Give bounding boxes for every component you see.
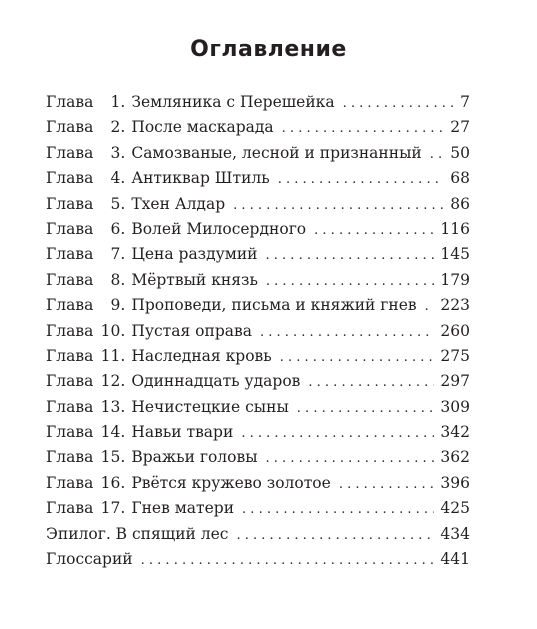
toc-entry-label — [46, 217, 306, 242]
toc-dot-leader — [266, 269, 435, 294]
toc-entry-prefix: Глава — [46, 448, 94, 467]
toc-entry-number: 15. — [100, 448, 126, 467]
toc-entry-number: 5. — [110, 194, 126, 213]
toc-entry-title: Мёртвый князь — [131, 270, 258, 289]
toc-dot-leader — [339, 472, 435, 497]
toc-entry-title: Рвётся кружево золотое — [131, 473, 331, 492]
toc-entry-number: 16. — [100, 473, 126, 492]
toc-entry-page-number: 309 — [440, 397, 470, 416]
toc-entry-label — [46, 547, 133, 572]
toc-entry-title: Антиквар Штиль — [131, 169, 270, 188]
toc-entry-title: Глоссарий — [46, 550, 133, 569]
toc-entry[interactable] — [46, 166, 470, 191]
toc-entry-title: Самозваные, лесной и признанный — [131, 143, 422, 162]
toc-entry-number: 11. — [100, 346, 126, 365]
toc-entry-number: 2. — [110, 118, 126, 137]
toc-entry-number: 4. — [110, 169, 126, 188]
toc-entry-title: Волей Милосердного — [131, 219, 307, 238]
toc-entry-page-number: 297 — [440, 372, 470, 391]
toc-entry-prefix: Глава — [46, 346, 94, 365]
toc-entry[interactable] — [46, 522, 470, 547]
toc-dot-leader — [233, 193, 444, 218]
toc-entry-label — [46, 242, 258, 267]
toc-dot-leader — [314, 218, 434, 243]
toc-dot-leader — [308, 370, 434, 395]
toc-entry-prefix: Глава — [46, 93, 94, 111]
toc-entry-title: Гнев матери — [131, 499, 235, 518]
toc-entry-page-number: 116 — [440, 219, 470, 238]
toc-entry-label — [46, 395, 289, 420]
toc-entry-page-number: 145 — [440, 245, 470, 264]
toc-entry-page-number: 362 — [440, 448, 470, 467]
toc-entry-number: 14. — [100, 423, 126, 442]
toc-entry[interactable] — [46, 420, 470, 445]
toc-entry[interactable] — [46, 319, 470, 344]
toc-entry-label — [46, 268, 258, 293]
toc-entry-page-number: 396 — [440, 473, 470, 492]
toc-entry-title: Наследная кровь — [131, 346, 272, 365]
toc-entry-page-number: 223 — [440, 296, 470, 315]
toc-dot-leader — [343, 91, 455, 116]
toc-entry[interactable] — [46, 395, 470, 420]
toc-entry-page-number: 434 — [440, 524, 470, 543]
toc-dot-leader — [266, 243, 435, 268]
toc-entry-title: Навьи твари — [131, 423, 234, 442]
toc-entry-page-number: 68 — [450, 169, 470, 188]
toc-entry-page-number: 50 — [450, 143, 470, 162]
toc-entry-label — [46, 369, 300, 394]
toc-entry-label — [46, 293, 417, 318]
toc-entry[interactable] — [46, 115, 470, 140]
toc-entry-label — [46, 445, 258, 470]
toc-entry-label — [46, 141, 422, 166]
toc-entry[interactable] — [46, 192, 470, 217]
toc-entry-prefix: Глава — [46, 397, 94, 416]
toc-entry-title: Проповеди, письма и княжий гнев — [131, 296, 417, 315]
toc-entry-prefix: Глава — [46, 118, 94, 137]
toc-entry-page-number: 27 — [450, 118, 470, 137]
toc-entry-prefix: Глава — [46, 270, 94, 289]
toc-entry-prefix: Глава — [46, 372, 94, 391]
toc-entry[interactable] — [46, 344, 470, 369]
toc-entry-page-number: 86 — [450, 194, 470, 213]
toc-entry-number: 7. — [110, 245, 126, 264]
toc-entry-label — [46, 319, 252, 344]
toc-dot-leader — [236, 523, 434, 548]
toc-entry[interactable] — [46, 268, 470, 293]
toc-entry-page-number: 179 — [440, 270, 470, 289]
toc-dot-leader — [430, 142, 445, 167]
toc-entry-page-number: 342 — [440, 423, 470, 442]
toc-dot-leader — [260, 320, 434, 345]
toc-entry-prefix: Глава — [46, 169, 94, 188]
toc-entry-label — [46, 420, 233, 445]
toc-list — [46, 90, 470, 572]
toc-entry[interactable] — [46, 141, 470, 166]
toc-entry-prefix: Глава — [46, 194, 94, 213]
toc-entry-number: 10. — [100, 321, 126, 340]
toc-entry-prefix: Глава — [46, 423, 94, 442]
toc-entry-label — [46, 90, 335, 115]
toc-entry-number: 12. — [100, 372, 126, 391]
toc-entry-title: Тхен Алдар — [131, 194, 226, 213]
toc-dot-leader — [297, 396, 435, 421]
toc-entry-number: 6. — [110, 219, 126, 238]
toc-entry-prefix: Глава — [46, 499, 94, 518]
toc-entry-number: 17. — [100, 499, 126, 518]
toc-entry-page-number: 425 — [440, 499, 470, 518]
toc-entry-label — [46, 344, 272, 369]
toc-dot-leader — [241, 421, 434, 446]
toc-entry-page-number: 260 — [440, 321, 470, 340]
toc-entry-page-number: 7 — [460, 93, 470, 111]
toc-dot-leader — [242, 497, 434, 522]
toc-entry[interactable] — [46, 90, 470, 115]
toc-entry[interactable] — [46, 242, 470, 267]
toc-entry-number: 13. — [100, 397, 126, 416]
toc-entry-number: 8. — [110, 270, 126, 289]
toc-entry-prefix: Глава — [46, 321, 94, 340]
toc-entry[interactable] — [46, 293, 470, 318]
toc-dot-leader — [141, 548, 435, 573]
toc-entry-label — [46, 115, 274, 140]
toc-dot-leader — [266, 446, 435, 471]
toc-entry-prefix: Глава — [46, 296, 94, 315]
toc-entry[interactable] — [46, 369, 470, 394]
toc-dot-leader — [278, 167, 445, 192]
toc-entry[interactable] — [46, 217, 470, 242]
toc-entry-page-number: 275 — [440, 346, 470, 365]
toc-entry-prefix: Глава — [46, 143, 94, 162]
toc-entry-title: Земляника с Перешейка — [131, 93, 335, 111]
toc-dot-leader — [280, 345, 435, 370]
toc-dot-leader — [425, 294, 435, 319]
page-title: Оглавление — [190, 37, 347, 62]
toc-entry-number: 3. — [110, 143, 126, 162]
toc-entry[interactable] — [46, 547, 470, 572]
toc-entry-title: Цена раздумий — [131, 245, 258, 264]
toc-entry-title: После маскарада — [131, 118, 274, 137]
toc-entry-title: Одиннадцать ударов — [131, 372, 301, 391]
toc-entry-label — [46, 522, 228, 547]
toc-entry[interactable] — [46, 445, 470, 470]
toc-entry-title: Вражьи головы — [131, 448, 258, 467]
toc-entry-label — [46, 166, 270, 191]
toc-entry[interactable] — [46, 471, 470, 496]
toc-entry-title: Пустая оправа — [131, 321, 252, 340]
toc-entry-page-number: 441 — [440, 550, 470, 569]
toc-entry-title: Эпилог. В спящий лес — [46, 524, 229, 543]
toc-entry-prefix: Глава — [46, 473, 94, 492]
toc-entry-prefix: Глава — [46, 245, 94, 264]
toc-entry-label — [46, 192, 225, 217]
toc-entry[interactable] — [46, 496, 470, 521]
toc-entry-label — [46, 496, 234, 521]
toc-entry-number: 9. — [110, 296, 126, 315]
toc-entry-number: 1. — [110, 93, 126, 111]
toc-entry-title: Нечистецкие сыны — [131, 397, 289, 416]
toc-dot-leader — [282, 116, 445, 141]
toc-entry-label — [46, 471, 331, 496]
toc-entry-prefix: Глава — [46, 219, 94, 238]
